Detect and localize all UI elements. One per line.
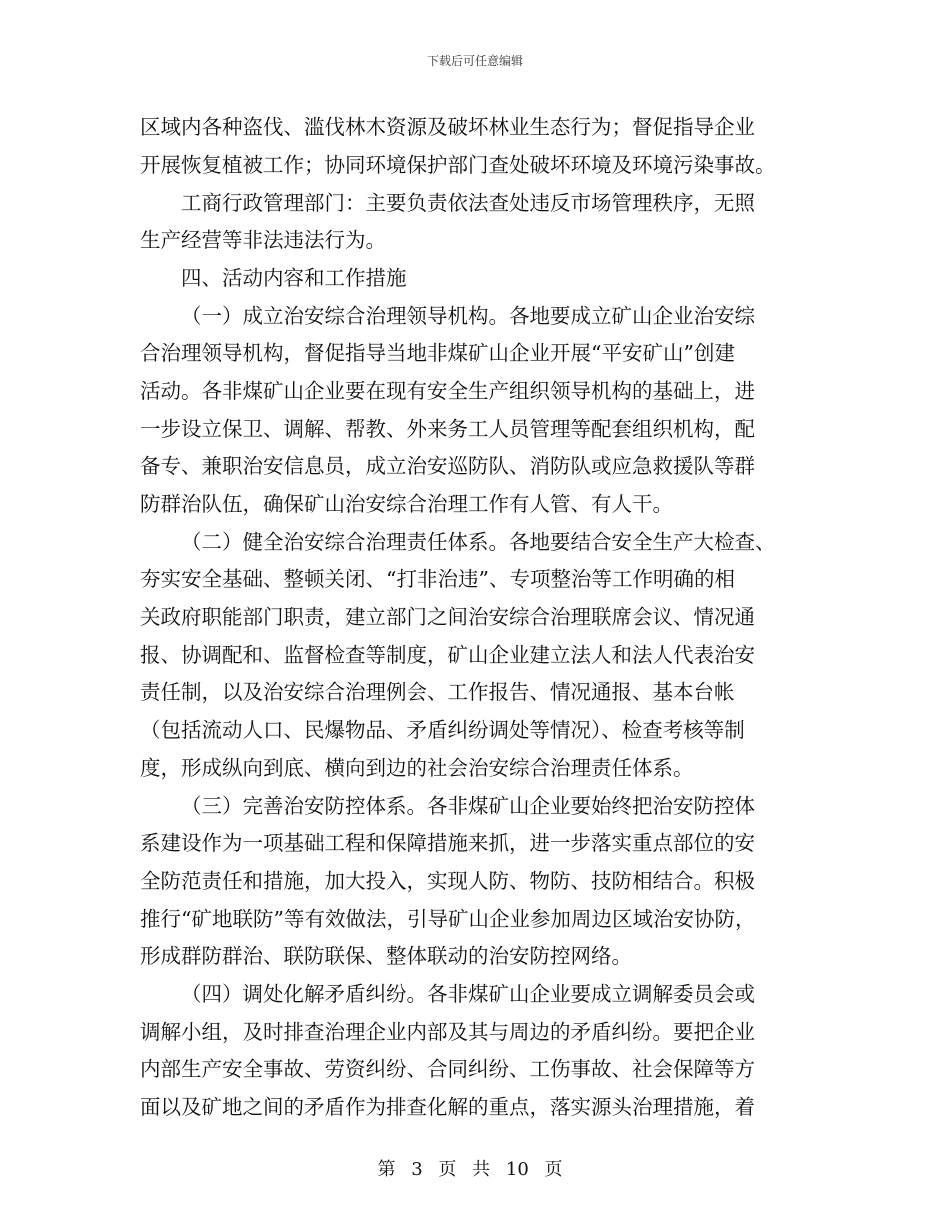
text-line: 推行“矿地联防”等有效做法，引导矿山企业参加周边区域治安协防， (140, 907, 756, 931)
text-line: （三）完善治安防控体系。各非煤矿山企业要始终把治安防控体 (181, 794, 755, 818)
page-header: 下载后可任意编辑 (426, 54, 523, 68)
page-suffix: 页 (544, 1159, 563, 1180)
page-prefix: 第 (377, 1159, 396, 1180)
text-line: （一）成立治安综合治理领导机构。各地要成立矿山企业治安综 (181, 304, 755, 328)
text-line: 夯实安全基础、整顿关闭、“打非治违”、专项整治等工作明确的相 (140, 567, 735, 591)
text-line: 开展恢复植被工作；协同环境保护部门查处破坏环境及环境污染事故。 (140, 153, 776, 177)
text-line: 责任制，以及治安综合治理例会、工作报告、情况通报、基本台帐 (140, 680, 735, 704)
page-total: 10 (505, 1159, 529, 1180)
page-footer (0, 1155, 950, 1181)
text-line: 合治理领导机构，督促指导当地非煤矿山企业开展“平安矿山”创建 (140, 341, 735, 365)
page-total-label: 共 (472, 1159, 491, 1180)
text-line: 报、协调配和、监督检查等制度，矿山企业建立法人和法人代表治安 (140, 643, 755, 667)
text-line: 全防范责任和措施，加大投入，实现人防、物防、技防相结合。积极 (140, 869, 755, 893)
text-line: 防群治队伍，确保矿山治安综合治理工作有人管、有人干。 (140, 492, 673, 516)
text-line: 区域内各种盗伐、滥伐林木资源及破坏林业生态行为；督促指导企业 (140, 115, 755, 139)
text-line: 一步设立保卫、调解、帮教、外来务工人员管理等配套组织机构，配 (140, 417, 755, 441)
page-mid: 页 (438, 1159, 457, 1180)
text-line: （包括流动人口、民爆物品、矛盾纠纷调处等情况）、检查考核等制 (140, 718, 745, 742)
text-line: 面以及矿地之间的矛盾作为排查化解的重点，落实源头治理措施，着 (140, 1095, 755, 1119)
text-line: 备专、兼职治安信息员，成立治安巡防队、消防队或应急救援队等群 (140, 454, 755, 478)
text-line: 内部生产安全事故、劳资纠纷、合同纠纷、工伤事故、社会保障等方 (140, 1057, 755, 1081)
text-line: 形成群防群治、联防联保、整体联动的治安防控网络。 (140, 944, 632, 968)
page-number: 3 (411, 1159, 423, 1180)
text-line: 活动。各非煤矿山企业要在现有安全生产组织领导机构的基础上，进 (140, 379, 755, 403)
text-line: 调解小组，及时排查治理企业内部及其与周边的矛盾纠纷。要把企业 (140, 1020, 755, 1044)
text-line: （四）调处化解矛盾纠纷。各非煤矿山企业要成立调解委员会或 (181, 982, 755, 1006)
text-line: 度，形成纵向到底、横向到边的社会治安综合治理责任体系。 (140, 756, 694, 780)
text-line: 系建设作为一项基础工程和保障措施来抓，进一步落实重点部位的安 (140, 831, 755, 855)
section-heading: 四、活动内容和工作措施 (181, 266, 407, 290)
text-line: （二）健全治安综合治理责任体系。各地要结合安全生产大检查、 (181, 530, 776, 554)
text-line: 生产经营等非法违法行为。 (140, 228, 386, 252)
text-line: 工商行政管理部门：主要负责依法查处违反市场管理秩序，无照 (181, 191, 755, 215)
text-line: 关政府职能部门职责，建立部门之间治安综合治理联席会议、情况通 (140, 605, 755, 629)
